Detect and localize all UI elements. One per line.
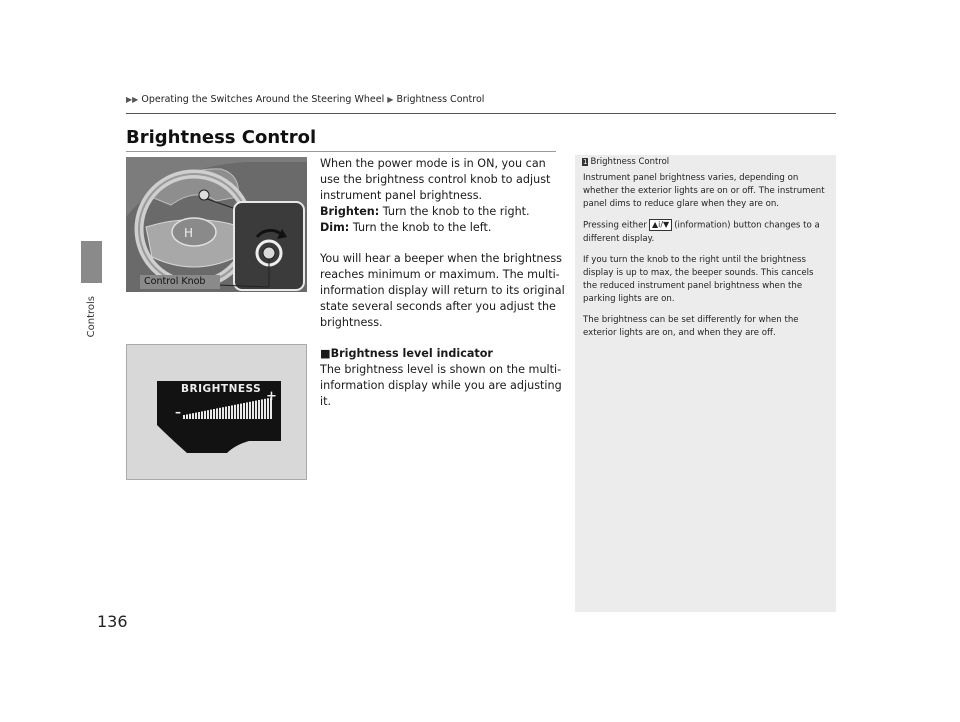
breadcrumb-arrow-icon: ▶▶ — [126, 95, 139, 104]
sidebar-p2-before: Pressing either — [583, 220, 647, 231]
beeper-paragraph: You will hear a beeper when the brightness reaches minimum or maximum. The multi-information display will return to its original state several seconds after you adjust the brightness. — [320, 252, 565, 329]
brightness-display-illustration — [126, 344, 307, 480]
header-rule — [126, 113, 836, 114]
intro-paragraph: When the power mode is in ON, you can use the brightness control knob to adjust instrument panel brightness. — [320, 157, 551, 202]
svg-text:H: H — [184, 226, 194, 240]
steering-wheel-drawing — [126, 157, 307, 292]
title-rule — [126, 151, 556, 152]
brightness-minus-symbol: – — [175, 405, 181, 419]
page-title: Brightness Control — [126, 127, 317, 148]
indicator-heading: ■Brightness level indicator — [320, 347, 493, 360]
sidebar-paragraph-4: The brightness can be set differently for when the exterior lights are on, and when they are off. — [583, 314, 799, 338]
breadcrumb-part-2: Brightness Control — [396, 94, 485, 105]
dim-instruction — [320, 220, 565, 236]
sidebar-heading-text: Brightness Control — [590, 157, 670, 167]
brighten-label: Brighten: — [320, 205, 380, 218]
dim-label: Dim: — [320, 221, 350, 234]
sidebar-paragraph-3: If you turn the knob to the right until the brightness display is up to max, the beeper sounds. This cancels the reduced instrument panel brightness when the parking lights are on. — [583, 254, 814, 304]
info-button-icon: ▲i/▼ — [649, 219, 672, 231]
sidebar-heading — [582, 157, 669, 167]
breadcrumb-part-1: Operating the Switches Around the Steering Wheel — [141, 94, 385, 105]
sidebar-p2-after: (information) button changes to a different display. — [583, 220, 820, 244]
sidebar-paragraph-2 — [583, 219, 829, 246]
control-knob-label: Control Knob — [144, 276, 206, 287]
indicator-paragraph: The brightness level is shown on the multi-information display while you are adjusting it. — [320, 363, 562, 408]
section-tab-label: Controls — [86, 296, 97, 338]
brighten-instruction — [320, 204, 565, 220]
breadcrumb — [126, 94, 484, 105]
steering-wheel-illustration — [126, 157, 307, 292]
sidebar-body — [583, 172, 829, 348]
sidebar-reference-number: 1 — [583, 158, 588, 166]
breadcrumb-arrow-icon: ▶ — [387, 95, 394, 104]
brighten-text: Turn the knob to the right. — [379, 205, 530, 218]
sidebar-paragraph-1: Instrument panel brightness varies, depending on whether the exterior lights are on or off. The instrument panel dims to reduce glare when they are on. — [583, 173, 825, 209]
brightness-display-drawing — [127, 345, 306, 479]
section-tab-marker — [81, 241, 102, 283]
main-body-text — [320, 156, 565, 410]
page-number: 136 — [97, 612, 128, 631]
brightness-plus-symbol: + — [266, 389, 277, 404]
dim-text: Turn the knob to the left. — [349, 221, 492, 234]
brightness-display-title: BRIGHTNESS — [181, 383, 262, 395]
